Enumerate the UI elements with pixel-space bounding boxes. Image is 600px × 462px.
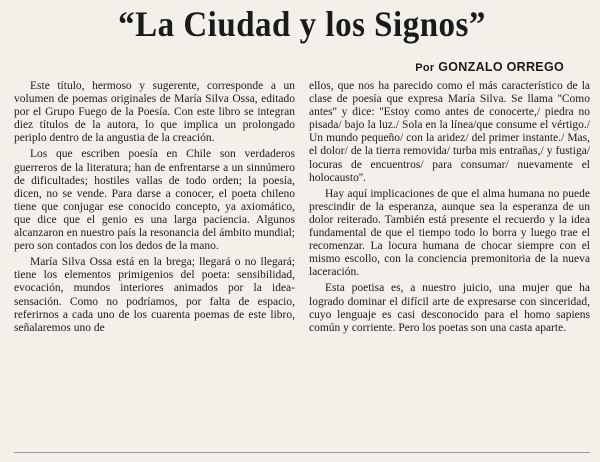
paragraph: Este título, hermoso y sugerente, corresponde a un volumen de poemas originales de María Silva Ossa, editado por el Grupo Fuego de la Poesía. Con este libro se integran diez títulos de la autora, lo que implica un prolongado periplo dentro de la angustia de la creación. bbox=[14, 80, 295, 145]
article-body bbox=[14, 80, 590, 338]
bottom-rule bbox=[14, 452, 590, 453]
article-title: “La Ciudad y los Signos” bbox=[118, 5, 486, 45]
right-column bbox=[309, 80, 590, 338]
paragraph: María Silva Ossa está en la brega; llegará o no llegará; tiene los elementos primigenios del poeta: sensibilidad, evocación, mundos interiores animados por la idea-sensación. Como no podríamos, por falta de espacio, referirnos a cada uno de los cuarenta poemas de este libro, señalaremos uno de bbox=[14, 256, 295, 334]
byline bbox=[14, 60, 564, 74]
paragraph: Los que escriben poesía en Chile son verdaderos guerreros de la literatura; han de enfrentarse a un sinnúmero de dificultades; hostiles vallas de todo orden; la poesía, dicen, no se vende. Para darse a conocer, el poeta chileno tiene que conjugar ese conocido concepto, ya axiomático, que dice que el genio es una larga paciencia. Algunos alcanzaron en nuestro país la resonancia del ámbito mundial; pero son contados con los dedos de la mano. bbox=[14, 148, 295, 253]
author-name: GONZALO ORREGO bbox=[438, 60, 564, 74]
paragraph: ellos, que nos ha parecido como el más característico de la clase de poesía que expresa María Silva. Se llama ''Como antes'' y dice: ''Estoy como antes de conocerte,/ piedra no pisada/ bajo la luz./ Sola en la línea/que consume el vértigo./ Un mundo pequeño/ con la aridez/ del primer instante./ Mas, el dolor/ de la tierra removida/ turba mis entrañas,/ y fustiga/ locuras de encuentros/ para consumar/ nuevamente el holocausto''. bbox=[309, 80, 590, 184]
paragraph: Esta poetisa es, a nuestro juicio, una mujer que ha logrado dominar el difícil arte de expresarse con sinceridad, cuyo lenguaje es casi desconocido para el homo sapiens común y corriente. Pero los poetas son una casta aparte. bbox=[309, 282, 590, 334]
byline-prefix: Por bbox=[415, 62, 435, 74]
left-column bbox=[14, 80, 295, 338]
paragraph: Hay aquí implicaciones de que el alma humana no puede prescindir de la esperanza, aunque sea la esperanza de un dolor reiterado. También está presente el recuerdo y la idea fundamental de que el tiempo todo lo borra y luego trae el recomenzar. La locura humana de chocar siempre con el mismo escollo, con la conciencia premonitoria de la nueva laceración. bbox=[309, 187, 590, 279]
